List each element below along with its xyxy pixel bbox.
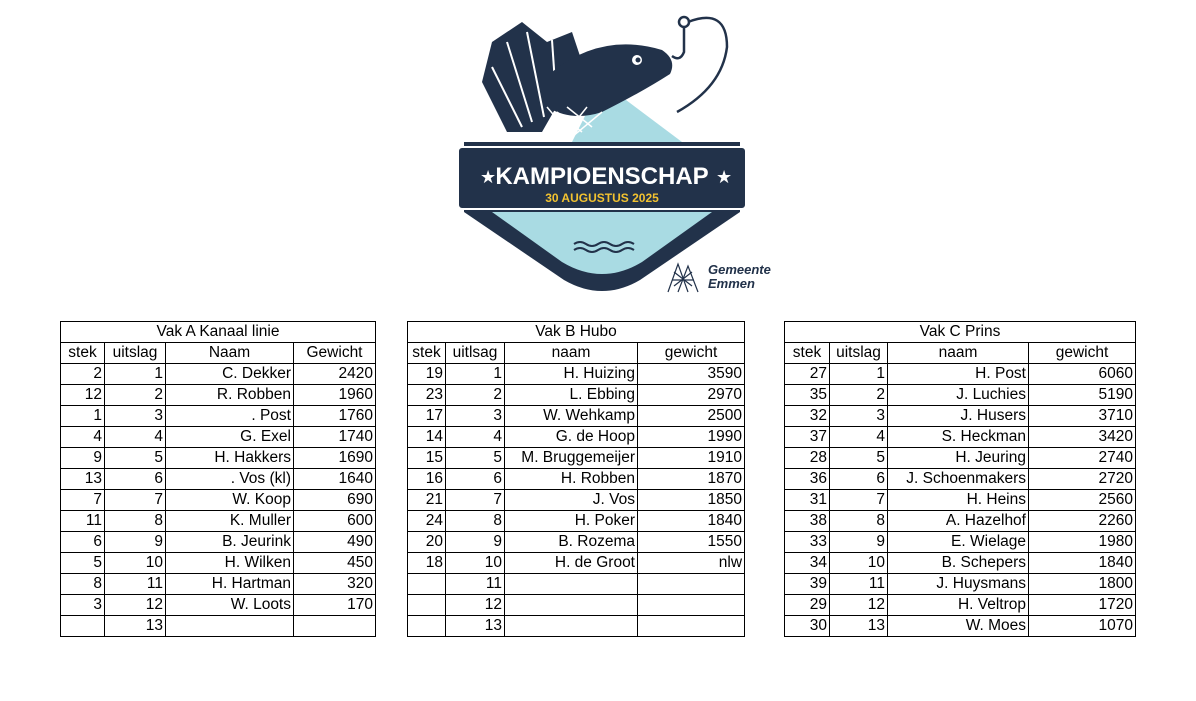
table-cell: 13 <box>61 469 105 490</box>
table-cell: 1 <box>830 364 888 385</box>
table-cell <box>638 595 745 616</box>
table-cell: G. Exel <box>166 427 294 448</box>
table-row <box>785 574 1136 595</box>
table-row <box>785 385 1136 406</box>
table-cell: 1960 <box>294 385 376 406</box>
column-header: uitslag <box>105 343 166 364</box>
table-cell: 3420 <box>1029 427 1136 448</box>
table-cell: 12 <box>830 595 888 616</box>
table-cell: 7 <box>830 490 888 511</box>
table-cell: 6060 <box>1029 364 1136 385</box>
table-cell: 4 <box>61 427 105 448</box>
table-cell: 4 <box>105 427 166 448</box>
table-row <box>785 511 1136 532</box>
table-cell: 5 <box>446 448 505 469</box>
table-cell: 2260 <box>1029 511 1136 532</box>
table-cell: 11 <box>61 511 105 532</box>
table-cell: 13 <box>830 616 888 637</box>
table-row <box>61 511 376 532</box>
table-cell: 7 <box>446 490 505 511</box>
column-header: gewicht <box>1029 343 1136 364</box>
table-cell: 35 <box>785 385 830 406</box>
table-cell: 1 <box>446 364 505 385</box>
table-cell: . Vos (kl) <box>166 469 294 490</box>
table-cell <box>408 574 446 595</box>
table-cell: 11 <box>446 574 505 595</box>
column-header: naam <box>888 343 1029 364</box>
table-row <box>408 553 745 574</box>
table-row <box>408 490 745 511</box>
table-cell: 3710 <box>1029 406 1136 427</box>
table-cell: 5 <box>105 448 166 469</box>
table-row <box>408 385 745 406</box>
gemeente-name <box>708 263 771 291</box>
table-cell: J. Husers <box>888 406 1029 427</box>
table-cell: 36 <box>785 469 830 490</box>
table-cell <box>294 616 376 637</box>
table-cell: 2500 <box>638 406 745 427</box>
table-cell: W. Wehkamp <box>505 406 638 427</box>
table-cell <box>505 616 638 637</box>
table-cell <box>166 616 294 637</box>
table-cell: 32 <box>785 406 830 427</box>
table-cell: H. Hakkers <box>166 448 294 469</box>
table-row <box>61 427 376 448</box>
table-cell: 8 <box>61 574 105 595</box>
table-cell: 1 <box>61 406 105 427</box>
table-row <box>785 490 1136 511</box>
table-cell: 3 <box>61 595 105 616</box>
table-cell: H. de Groot <box>505 553 638 574</box>
table-cell: 2 <box>830 385 888 406</box>
table-row <box>785 469 1136 490</box>
table-row <box>61 595 376 616</box>
table-cell: 10 <box>830 553 888 574</box>
table-row <box>785 364 1136 385</box>
table-cell: 1740 <box>294 427 376 448</box>
table-cell: 170 <box>294 595 376 616</box>
table-cell <box>505 595 638 616</box>
table-cell: 2 <box>446 385 505 406</box>
table-cell: 1910 <box>638 448 745 469</box>
column-header: Naam <box>166 343 294 364</box>
gemeente-line2: Emmen <box>708 276 755 291</box>
table-cell: 17 <box>408 406 446 427</box>
table-cell: 20 <box>408 532 446 553</box>
table-cell: 6 <box>105 469 166 490</box>
column-header: stek <box>408 343 446 364</box>
table-cell: H. Jeuring <box>888 448 1029 469</box>
table-cell: 37 <box>785 427 830 448</box>
table-cell: 490 <box>294 532 376 553</box>
table-cell: 3 <box>446 406 505 427</box>
table-cell: 6 <box>830 469 888 490</box>
table-cell: 39 <box>785 574 830 595</box>
table-cell: 3 <box>105 406 166 427</box>
table-vak-b <box>407 321 745 637</box>
table-row <box>61 553 376 574</box>
table-row <box>61 448 376 469</box>
table-row <box>61 616 376 637</box>
table-cell: 12 <box>61 385 105 406</box>
table-cell: 2740 <box>1029 448 1136 469</box>
table-cell: H. Poker <box>505 511 638 532</box>
table-cell: 5 <box>61 553 105 574</box>
table-cell: 31 <box>785 490 830 511</box>
table-cell: 2560 <box>1029 490 1136 511</box>
table-row <box>785 406 1136 427</box>
table-row <box>785 553 1136 574</box>
table-cell: 19 <box>408 364 446 385</box>
table-cell: 9 <box>61 448 105 469</box>
gemeente-emmen-logo <box>664 258 794 298</box>
table-cell: 38 <box>785 511 830 532</box>
table-row <box>408 364 745 385</box>
table-cell: 16 <box>408 469 446 490</box>
table-cell: H. Huizing <box>505 364 638 385</box>
table-cell: 30 <box>785 616 830 637</box>
star-icon: ★ <box>716 167 733 188</box>
table-cell: 24 <box>408 511 446 532</box>
table-cell: 34 <box>785 553 830 574</box>
table-header-row <box>61 343 376 364</box>
table-cell: H. Heins <box>888 490 1029 511</box>
gemeente-line1: Gemeente <box>708 262 771 277</box>
table-cell: 2 <box>61 364 105 385</box>
table-row <box>61 385 376 406</box>
table-cell: 1690 <box>294 448 376 469</box>
table-cell: B. Jeurink <box>166 532 294 553</box>
table-cell: 10 <box>446 553 505 574</box>
table-row <box>61 574 376 595</box>
table-row <box>408 511 745 532</box>
column-header: Gewicht <box>294 343 376 364</box>
table-cell: B. Rozema <box>505 532 638 553</box>
table-cell: H. Veltrop <box>888 595 1029 616</box>
table-vak-c <box>784 321 1136 637</box>
table-cell: H. Hartman <box>166 574 294 595</box>
table-row <box>408 532 745 553</box>
table-row <box>61 406 376 427</box>
table-cell: K. Muller <box>166 511 294 532</box>
table-title: Vak B Hubo <box>408 322 745 343</box>
table-cell: J. Schoenmakers <box>888 469 1029 490</box>
table-cell: 8 <box>446 511 505 532</box>
table-cell: 9 <box>446 532 505 553</box>
table-cell: 18 <box>408 553 446 574</box>
table-cell <box>505 574 638 595</box>
table-cell: C. Dekker <box>166 364 294 385</box>
table-cell <box>61 616 105 637</box>
table-row <box>408 595 745 616</box>
table-cell: 11 <box>830 574 888 595</box>
table-cell: W. Loots <box>166 595 294 616</box>
table-cell: 12 <box>105 595 166 616</box>
table-row <box>61 532 376 553</box>
table-cell: J. Luchies <box>888 385 1029 406</box>
table-cell: G. de Hoop <box>505 427 638 448</box>
table-cell: R. Robben <box>166 385 294 406</box>
column-header: stek <box>61 343 105 364</box>
table-cell: 6 <box>446 469 505 490</box>
gemeente-emblem-icon <box>664 258 704 298</box>
table-row <box>408 427 745 448</box>
table-cell: 1070 <box>1029 616 1136 637</box>
table-cell: J. Vos <box>505 490 638 511</box>
table-cell: 8 <box>105 511 166 532</box>
table-cell: 6 <box>61 532 105 553</box>
table-cell: 27 <box>785 364 830 385</box>
table-cell: 23 <box>408 385 446 406</box>
table-cell <box>408 595 446 616</box>
table-cell: W. Moes <box>888 616 1029 637</box>
table-cell: 1990 <box>638 427 745 448</box>
table-cell: 690 <box>294 490 376 511</box>
table-cell: 7 <box>105 490 166 511</box>
table-cell <box>638 616 745 637</box>
table-cell: H. Wilken <box>166 553 294 574</box>
table-cell: 9 <box>830 532 888 553</box>
table-cell: H. Post <box>888 364 1029 385</box>
table-cell: E. Wielage <box>888 532 1029 553</box>
table-header-row <box>785 343 1136 364</box>
table-title: Vak C Prins <box>785 322 1136 343</box>
table-cell: 3590 <box>638 364 745 385</box>
table-cell: J. Huysmans <box>888 574 1029 595</box>
table-cell: 2720 <box>1029 469 1136 490</box>
hook-icon <box>672 17 727 112</box>
logo-title: KAMPIOENSCHAP <box>495 163 709 190</box>
table-cell: 1980 <box>1029 532 1136 553</box>
table-cell: 13 <box>446 616 505 637</box>
table-cell: 2 <box>105 385 166 406</box>
table-cell: 11 <box>105 574 166 595</box>
table-cell: 1840 <box>638 511 745 532</box>
table-cell: 1640 <box>294 469 376 490</box>
table-cell: S. Heckman <box>888 427 1029 448</box>
table-cell: 1870 <box>638 469 745 490</box>
column-header: uitslag <box>830 343 888 364</box>
table-row <box>785 427 1136 448</box>
column-header: gewicht <box>638 343 745 364</box>
table-cell: 5 <box>830 448 888 469</box>
table-row <box>408 448 745 469</box>
table-cell: 13 <box>105 616 166 637</box>
logo-date: 30 AUGUSTUS 2025 <box>545 191 659 205</box>
table-title: Vak A Kanaal linie <box>61 322 376 343</box>
table-cell: 3 <box>830 406 888 427</box>
table-row <box>408 406 745 427</box>
table-row <box>61 364 376 385</box>
table-cell: 12 <box>446 595 505 616</box>
table-cell: 1550 <box>638 532 745 553</box>
table-cell: 1840 <box>1029 553 1136 574</box>
column-header: stek <box>785 343 830 364</box>
table-cell: B. Schepers <box>888 553 1029 574</box>
table-cell: 15 <box>408 448 446 469</box>
table-cell: 1760 <box>294 406 376 427</box>
table-row <box>61 469 376 490</box>
table-cell: 10 <box>105 553 166 574</box>
table-header-row <box>408 343 745 364</box>
table-cell: 8 <box>830 511 888 532</box>
table-cell: L. Ebbing <box>505 385 638 406</box>
table-row <box>785 616 1136 637</box>
table-cell: 28 <box>785 448 830 469</box>
table-cell <box>638 574 745 595</box>
column-header: naam <box>505 343 638 364</box>
table-cell: H. Robben <box>505 469 638 490</box>
table-cell: 600 <box>294 511 376 532</box>
table-cell: 1 <box>105 364 166 385</box>
table-cell: 320 <box>294 574 376 595</box>
table-cell: 4 <box>830 427 888 448</box>
table-cell: 1850 <box>638 490 745 511</box>
table-cell: . Post <box>166 406 294 427</box>
table-cell: 4 <box>446 427 505 448</box>
table-cell: W. Koop <box>166 490 294 511</box>
table-cell: nlw <box>638 553 745 574</box>
table-row <box>408 616 745 637</box>
table-cell: 1720 <box>1029 595 1136 616</box>
table-cell: A. Hazelhof <box>888 511 1029 532</box>
table-cell: 29 <box>785 595 830 616</box>
table-cell: 1800 <box>1029 574 1136 595</box>
table-cell: 9 <box>105 532 166 553</box>
table-cell: M. Bruggemeijer <box>505 448 638 469</box>
table-row <box>785 595 1136 616</box>
table-cell <box>408 616 446 637</box>
table-row <box>785 448 1136 469</box>
table-cell: 2420 <box>294 364 376 385</box>
table-row <box>408 469 745 490</box>
table-cell: 7 <box>61 490 105 511</box>
table-row <box>785 532 1136 553</box>
star-icon: ★ <box>480 167 497 188</box>
column-header: uitlsag <box>446 343 505 364</box>
table-cell: 14 <box>408 427 446 448</box>
table-row <box>408 574 745 595</box>
table-cell: 21 <box>408 490 446 511</box>
table-cell: 5190 <box>1029 385 1136 406</box>
table-cell: 450 <box>294 553 376 574</box>
table-vak-a <box>60 321 376 637</box>
table-cell: 2970 <box>638 385 745 406</box>
table-cell: 33 <box>785 532 830 553</box>
table-row <box>61 490 376 511</box>
